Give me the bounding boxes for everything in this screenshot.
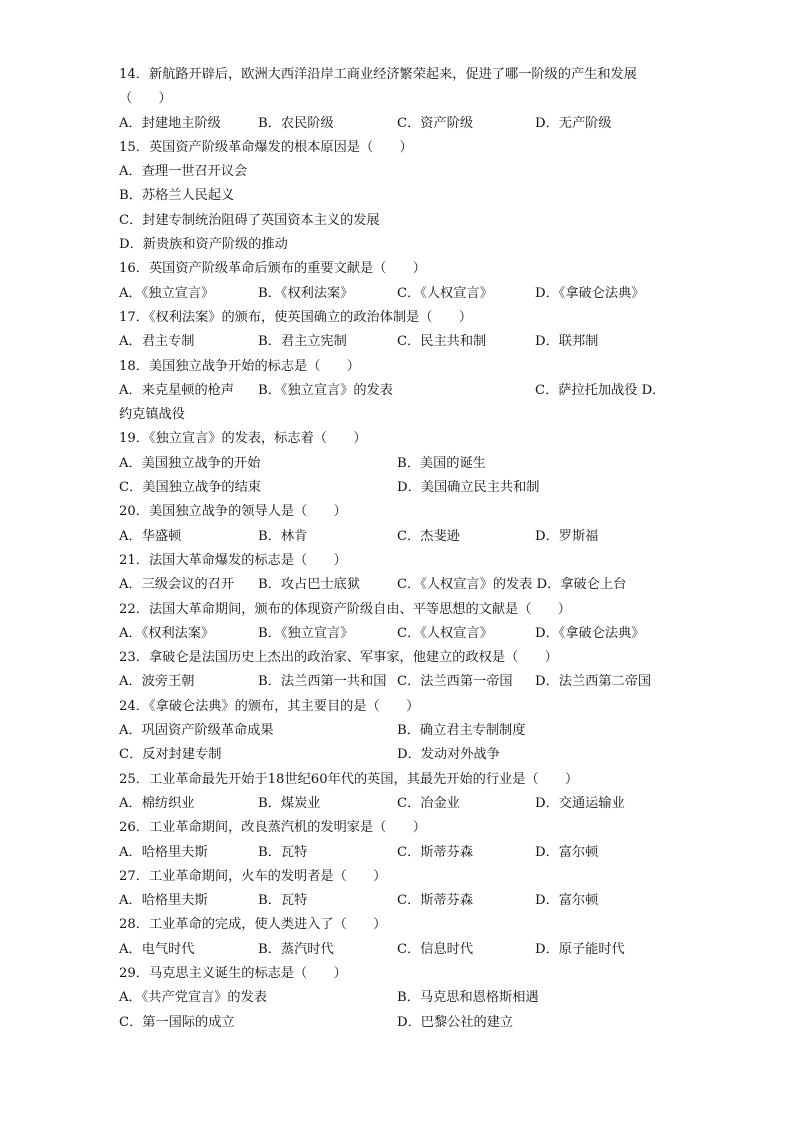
option-b[interactable]: B．瓦特 [258,844,308,860]
question-stem: 21．法国大革命爆发的标志是（ ） [119,552,347,568]
option-d[interactable]: D．富尔顿 [535,844,599,860]
option-b[interactable]: B．法兰西第一共和国 [258,674,387,690]
question-stem: 17．《权利法案》的颁布，使英国确立的政治体制是（ ） [119,309,473,325]
question-24-stem [119,695,679,719]
option-b[interactable]: B．美国的诞生 [397,455,486,471]
option-d[interactable]: D．联邦制 [535,334,599,350]
question-stem: 27．工业革命期间，火车的发明者是（ ） [119,868,387,884]
question-stem: 22．法国大革命期间，颁布的体现资产阶级自由、平等思想的文献是（ ） [119,601,571,617]
option-c[interactable]: C．萨拉托加战役 D． [535,382,666,398]
option-a[interactable]: A．三级会议的召开 [119,577,235,593]
question-25-options [119,792,679,816]
option-d[interactable]: D．《拿破仑法典》 [535,625,645,641]
question-22-stem [119,598,679,622]
question-28-stem [119,913,679,937]
option-a[interactable]: A．《独立宣言》 [119,285,215,301]
question-stem: 29．马克思主义诞生的标志是（ ） [119,965,347,981]
question-27-options [119,889,679,913]
option-a[interactable]: A．电气时代 [119,941,195,957]
question-18-options [119,379,679,403]
option-d[interactable]: D．发动对外战争 [397,747,500,763]
question-21-options [119,573,679,597]
option-a[interactable]: A．《共产党宣言》的发表 [119,990,267,1006]
question-stem: 16．英国资产阶级革命后颁布的重要文献是（ ） [119,261,426,277]
question-15-option-b [119,184,679,208]
option-d[interactable]: D．原子能时代 [535,941,625,957]
question-25-stem [119,768,679,792]
question-15-option-a [119,160,679,184]
question-stem: 28．工业革命的完成，使人类进入了（ ） [119,917,387,933]
option-b[interactable]: B．攻占巴士底狱 [258,577,361,593]
option-c[interactable]: C．法兰西第一帝国 [397,674,513,690]
option-b[interactable]: B．君主立宪制 [258,334,347,350]
question-15-stem [119,136,679,160]
question-26-options [119,841,679,865]
option-a[interactable]: A．君主专制 [119,334,195,350]
option-d[interactable]: D．法兰西第二帝国 [535,674,652,690]
question-list [119,63,679,1035]
option-c[interactable]: C．封建专制统治阻碍了英国资本主义的发展 [119,212,380,228]
question-14-options [119,112,679,136]
question-14-stem-cont [119,87,679,111]
question-stem: 20．美国独立战争的领导人是（ ） [119,504,347,520]
question-stem: 18．美国独立战争开始的标志是（ ） [119,358,360,374]
option-a[interactable]: A．美国独立战争的开始 [119,455,261,471]
question-19-options-row1 [119,452,679,476]
question-14-stem [119,63,679,87]
option-d[interactable]: D．富尔顿 [535,893,599,909]
option-d[interactable]: D．交通运输业 [535,795,625,811]
question-16-options [119,282,679,306]
option-a[interactable]: A．巩固资产阶级革命成果 [119,723,274,739]
question-stem: 23．拿破仑是法国历史上杰出的政治家、军事家，他建立的政权是（ ） [119,650,558,666]
option-d[interactable]: D．无产阶级 [535,115,612,131]
question-23-stem [119,646,679,670]
option-c[interactable]: C．反对封建专制 [119,747,222,763]
question-18-stem [119,355,679,379]
question-20-options [119,525,679,549]
option-c[interactable]: C．第一国际的成立 [119,1014,235,1030]
option-c[interactable]: C．美国独立战争的结束 [119,480,261,496]
option-c[interactable]: C．《人权宣言》的发表 D．拿破仑上台 [397,577,627,593]
option-a[interactable]: A．哈格里夫斯 [119,893,208,909]
option-c[interactable]: C．冶金业 [397,795,460,811]
option-b[interactable]: B．《独立宣言》的发表 [258,382,393,398]
option-b[interactable]: B．林肯 [258,528,308,544]
question-20-stem [119,500,679,524]
option-b[interactable]: B．马克思和恩格斯相遇 [397,990,539,1006]
option-d[interactable]: D．新贵族和资产阶级的推动 [119,237,288,253]
option-a[interactable]: A．封建地主阶级 [119,115,221,131]
option-c[interactable]: C．杰斐逊 [397,528,460,544]
option-a[interactable]: A．《权利法案》 [119,625,215,641]
question-17-options [119,330,679,354]
question-stem: 26．工业革命期间，改良蒸汽机的发明家是（ ） [119,820,426,836]
option-b[interactable]: B．确立君主专制制度 [397,723,526,739]
question-21-stem [119,549,679,573]
answer-paren: （ ） [119,91,172,107]
question-29-stem [119,962,679,986]
question-stem: 14．新航路开辟后，欧洲大西洋沿岸工商业经济繁荣起来，促进了哪一阶级的产生和发展 [119,67,637,82]
option-b[interactable]: B．苏格兰人民起义 [119,188,235,204]
option-c[interactable]: C．《人权宣言》 [397,625,493,641]
option-b[interactable]: B．《权利法案》 [258,285,354,301]
option-b[interactable]: B．《独立宣言》 [258,625,354,641]
option-d[interactable]: D．美国确立民主共和制 [397,480,540,496]
question-16-stem [119,257,679,281]
option-a[interactable]: A．棉纺织业 [119,795,195,811]
option-c[interactable]: C．《人权宣言》 [397,285,493,301]
question-18-option-d [119,403,679,427]
question-stem: 15．英国资产阶级革命爆发的根本原因是（ ） [119,139,413,155]
option-c[interactable]: C．资产阶级 [397,115,474,131]
option-d[interactable]: 约克镇战役 [119,407,185,423]
option-b[interactable]: B．蒸汽时代 [258,941,334,957]
question-29-options-row1 [119,986,679,1010]
question-23-options [119,670,679,694]
option-a[interactable]: A．来克星顿的枪声 [119,382,235,398]
question-29-options-row2 [119,1011,679,1035]
question-stem: 19．《独立宣言》的发表，标志着（ ） [119,431,367,447]
option-b[interactable]: B．农民阶级 [258,115,334,131]
option-b[interactable]: B．煤炭业 [258,795,321,811]
option-a[interactable]: A．华盛顿 [119,528,182,544]
question-24-options-row2 [119,743,679,767]
question-19-options-row2 [119,476,679,500]
option-d[interactable]: D．巴黎公社的建立 [397,1014,514,1030]
option-c[interactable]: C．斯蒂芬森 [397,893,474,909]
question-stem: 25．工业革命最先开始于18世纪60年代的英国，其最先开始的行业是（ ） [119,771,579,787]
option-a[interactable]: A．波旁王朝 [119,674,195,690]
question-28-options [119,938,679,962]
question-24-options-row1 [119,719,679,743]
question-stem: 24．《拿破仑法典》的颁布，其主要目的是（ ） [119,698,420,714]
question-17-stem [119,306,679,330]
question-26-stem [119,816,679,840]
question-19-stem [119,427,679,451]
option-d[interactable]: D．《拿破仑法典》 [535,285,645,301]
question-15-option-c [119,209,679,233]
option-d[interactable]: D．罗斯福 [535,528,599,544]
option-c[interactable]: C．斯蒂芬森 [397,844,474,860]
question-15-option-d [119,233,679,257]
option-c[interactable]: C．民主共和制 [397,334,487,350]
option-a[interactable]: A．哈格里夫斯 [119,844,208,860]
option-a[interactable]: A．查理一世召开议会 [119,164,248,180]
question-27-stem [119,865,679,889]
question-22-options [119,622,679,646]
option-b[interactable]: B．瓦特 [258,893,308,909]
option-c[interactable]: C．信息时代 [397,941,474,957]
